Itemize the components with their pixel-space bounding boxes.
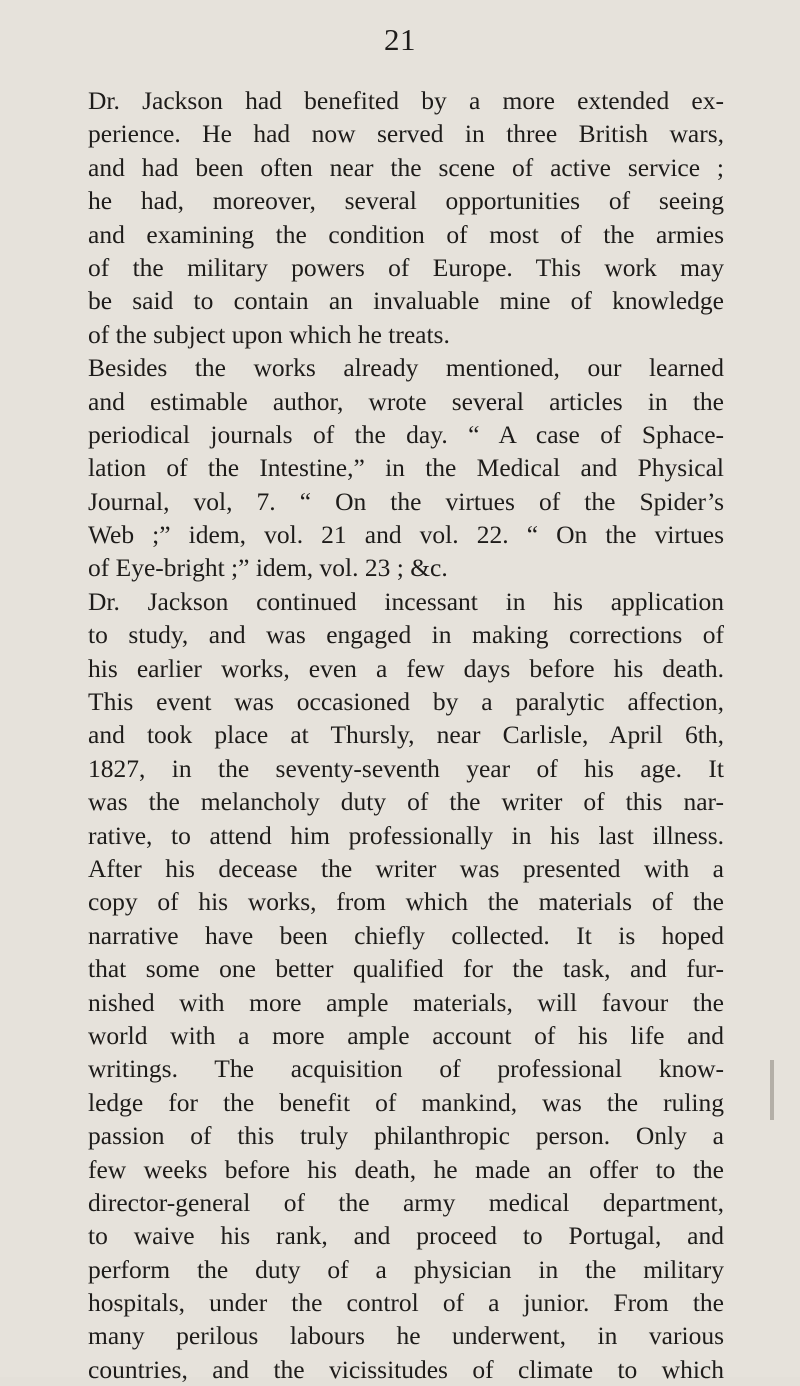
text-line: periodical journals of the day. “ A case of Sphace- [88, 419, 724, 449]
text-line: narrative have been chiefly collected. It is hoped [88, 920, 724, 950]
text-line: nished with more ample materials, will favour the [88, 987, 724, 1017]
text-line: writings. The acquisition of professional know- [88, 1054, 724, 1084]
body-text [88, 84, 724, 1386]
text-line: that some one better qualified for the task, and fur- [88, 954, 724, 984]
text-line: he had, moreover, several opportunities of seeing [88, 186, 724, 216]
text-line: rative, to attend him professionally in his last illness. [88, 820, 724, 850]
text-line: Journal, vol, 7. “ On the virtues of the Spider’s [88, 486, 724, 516]
text-line: and examining the condition of most of the armies [88, 219, 724, 249]
text-line: This event was occasioned by a paralytic affection, [88, 687, 724, 717]
text-line: and estimable author, wrote several articles in the [88, 386, 724, 416]
text-line: to waive his rank, and proceed to Portugal, and [88, 1221, 724, 1251]
text-line: After his decease the writer was presented with a [88, 853, 724, 883]
text-line: passion of this truly philanthropic person. Only a [88, 1121, 724, 1151]
text-line: countries, and the vicissitudes of climate to which [88, 1354, 724, 1384]
text-line: Besides the works already mentioned, our learned [88, 353, 724, 383]
text-line: and had been often near the scene of active service ; [88, 152, 724, 182]
text-line: 1827, in the seventy-seventh year of his age. It [88, 753, 724, 783]
text-line: of Eye-bright ;” idem, vol. 23 ; &c. [88, 553, 448, 583]
text-line: of the subject upon which he treats. [88, 319, 450, 349]
text-line: ledge for the benefit of mankind, was the ruling [88, 1087, 724, 1117]
text-line: be said to contain an invaluable mine of knowledge [88, 286, 724, 316]
text-line: perience. He had now served in three British wars, [88, 119, 724, 149]
text-line: of the military powers of Europe. This work may [88, 252, 724, 282]
text-line: lation of the Intestine,” in the Medical and Physical [88, 453, 724, 483]
text-line: and took place at Thursly, near Carlisle, April 6th, [88, 720, 724, 750]
text-line: his earlier works, even a few days before his death. [88, 653, 724, 683]
text-line: Web ;” idem, vol. 21 and vol. 22. “ On the virtues [88, 520, 724, 550]
text-line: hospitals, under the control of a junior. From the [88, 1288, 724, 1318]
text-line: to study, and was engaged in making corrections of [88, 620, 724, 650]
text-line: world with a more ample account of his life and [88, 1020, 724, 1050]
text-line: many perilous labours he underwent, in various [88, 1321, 724, 1351]
page-edge-mark [770, 1060, 774, 1120]
text-line: Dr. Jackson continued incessant in his application [88, 586, 724, 616]
page-number: 21 [384, 22, 416, 57]
text-line: perform the duty of a physician in the military [88, 1254, 724, 1284]
text-line: copy of his works, from which the materials of the [88, 887, 724, 917]
text-line: Dr. Jackson had benefited by a more extended ex- [88, 86, 724, 115]
text-line: few weeks before his death, he made an offer to the [88, 1154, 724, 1184]
text-line: director-general of the army medical department, [88, 1187, 724, 1217]
text-line: was the melancholy duty of the writer of this nar- [88, 787, 724, 817]
